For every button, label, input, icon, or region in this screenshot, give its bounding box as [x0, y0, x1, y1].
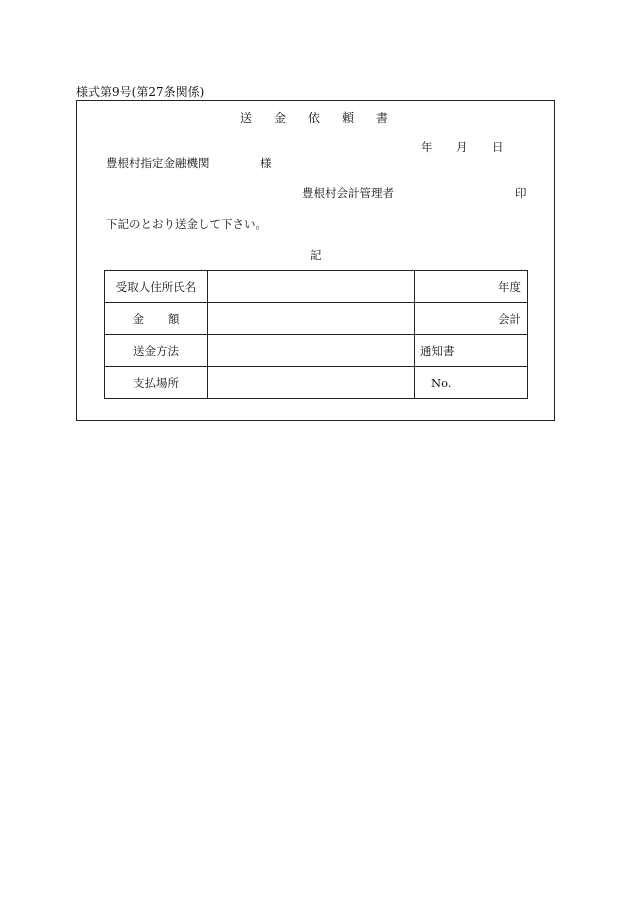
document-title: 送金依頼書 [240, 111, 411, 125]
date-month-label: 月 [456, 140, 468, 154]
table-row-recipient [105, 271, 528, 303]
fiscal-year-label: 年度 [415, 271, 528, 303]
account-label: 会計 [415, 303, 528, 335]
amount-label: 金額 [132, 311, 204, 326]
issuer: 豊根村会計管理者 [302, 186, 394, 200]
addressee: 豊根村指定金融機関 [106, 156, 210, 170]
date-year-label: 年 [421, 140, 433, 154]
recipient-label: 受取人住所氏名 [105, 271, 208, 303]
date-day-label: 日 [492, 140, 504, 154]
form-number: 様式第9号(第27条関係) [76, 85, 205, 99]
request-text: 下記のとおり送金して下さい。 [106, 217, 267, 231]
recipient-value [208, 271, 415, 303]
amount-value [208, 303, 415, 335]
place-value [208, 367, 415, 399]
table-row-amount [105, 303, 528, 335]
number-label: No. [415, 367, 528, 399]
honorific: 様 [260, 156, 272, 170]
method-label: 送金方法 [105, 335, 208, 367]
table-row-place [105, 367, 528, 399]
seal-mark: 印 [515, 186, 527, 200]
ki-label: 記 [310, 248, 322, 262]
detail-table [104, 270, 528, 399]
method-value [208, 335, 415, 367]
place-label: 支払場所 [105, 367, 208, 399]
notice-label: 通知書 [415, 335, 528, 367]
table-row-method [105, 335, 528, 367]
